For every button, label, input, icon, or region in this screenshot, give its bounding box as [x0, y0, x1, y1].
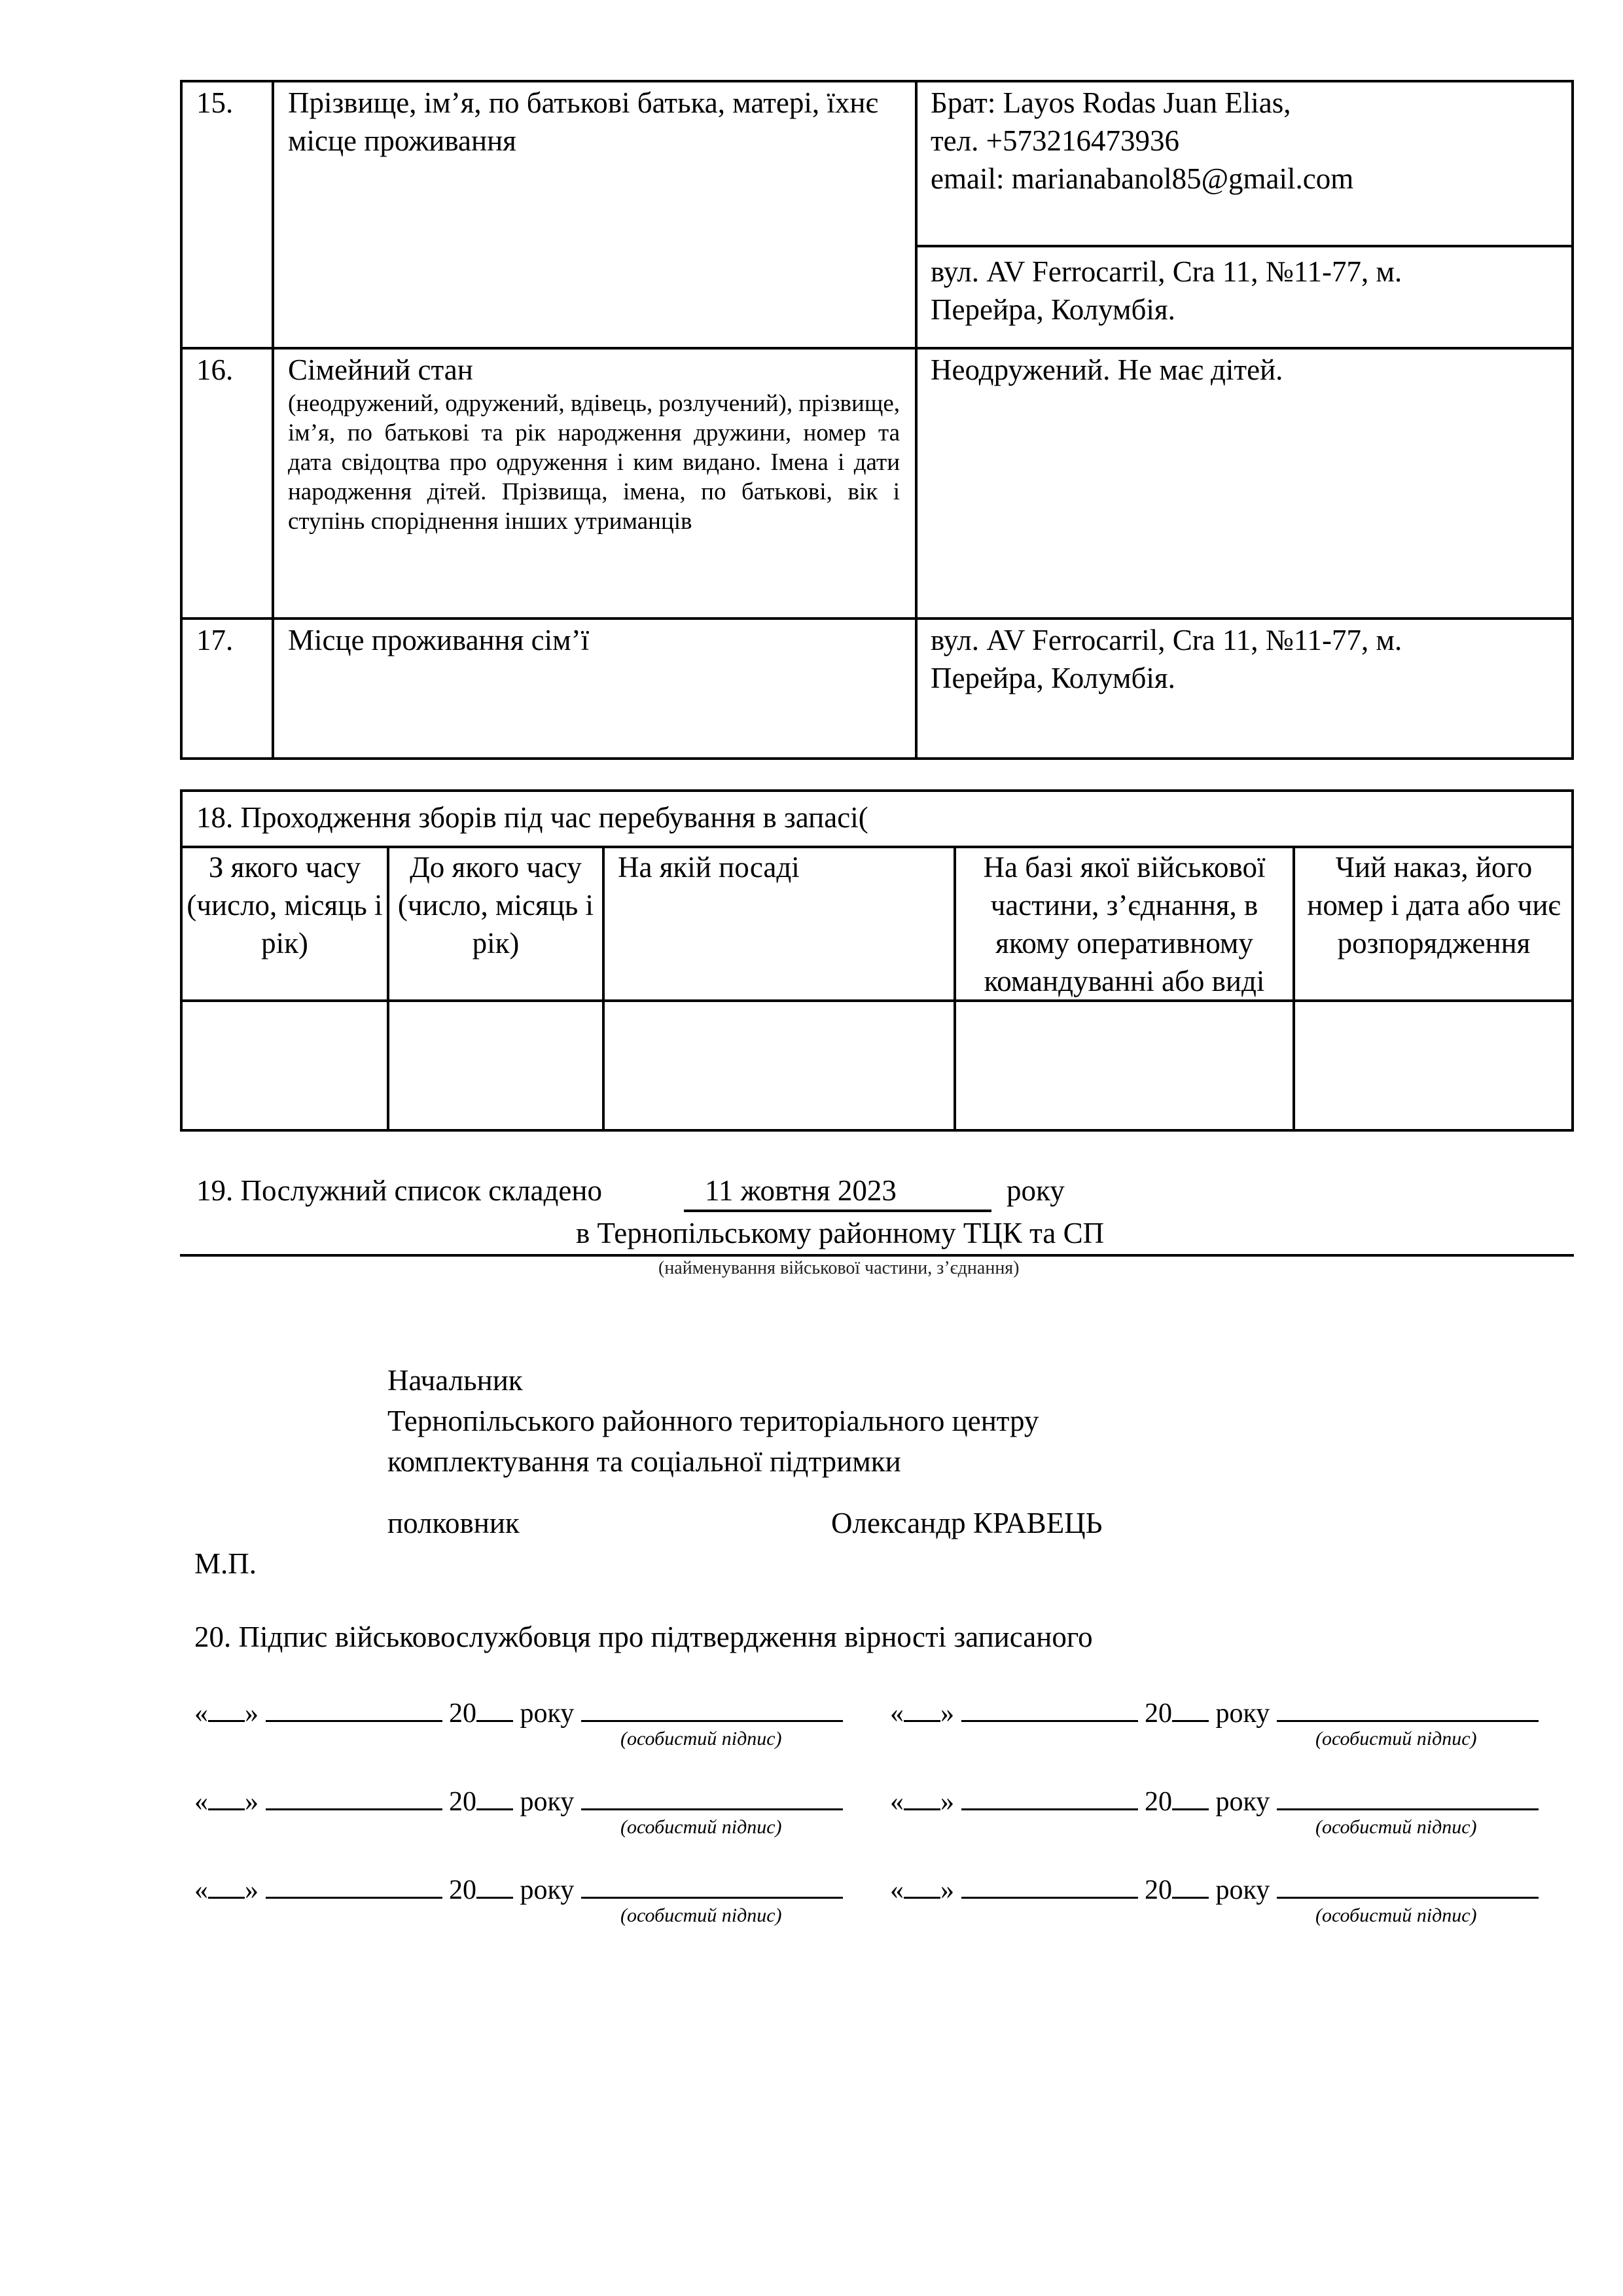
row-label: Місце проживання сім’ї [288, 624, 590, 656]
table-cell-position[interactable] [605, 1002, 954, 1129]
compiled-place: в Тернопільському районному ТЦК та СП [576, 1217, 1105, 1249]
month-field[interactable] [266, 1871, 442, 1899]
signature-date-row [194, 1871, 843, 1907]
signatory-title [387, 1360, 1039, 1482]
signature-field[interactable] [581, 1694, 843, 1722]
signature-caption: (особистий підпис) [1315, 1816, 1477, 1838]
section-19-label: 19. Послужний список складено [196, 1174, 602, 1207]
table-cell-order[interactable] [1295, 1002, 1573, 1129]
signatory-title-line: комплектування та соціальної підтримки [387, 1445, 901, 1478]
row-label [288, 351, 900, 536]
day-field[interactable] [208, 1782, 245, 1810]
table-divider [915, 80, 918, 760]
year-word: року [520, 1787, 575, 1817]
row-number: 16. [196, 353, 234, 386]
close-quote: » [245, 1875, 259, 1905]
table-divider [180, 347, 1574, 350]
stamp-placeholder: М.П. [194, 1547, 257, 1580]
signature-field[interactable] [1277, 1694, 1539, 1722]
open-quote: « [194, 1698, 208, 1729]
open-quote: « [194, 1875, 208, 1905]
signature-caption: (особистий підпис) [620, 1728, 782, 1749]
day-field[interactable] [208, 1871, 245, 1899]
compiled-date: 11 жовтня 2023 [705, 1174, 897, 1207]
year-word: року [1007, 1174, 1065, 1207]
century: 20 [1145, 1698, 1172, 1729]
century: 20 [449, 1875, 476, 1905]
row-value-marital-status: Неодружений. Не має дітей. [931, 353, 1283, 386]
close-quote: » [245, 1698, 259, 1729]
signatory-rank: полковник [387, 1507, 520, 1539]
month-field[interactable] [961, 1694, 1138, 1722]
contact-line: Брат: Layos Rodas Juan Elias, [931, 86, 1291, 119]
close-quote: » [940, 1787, 954, 1817]
close-quote: » [940, 1875, 954, 1905]
close-quote: » [245, 1787, 259, 1817]
address-line: Перейра, Колумбія. [931, 662, 1175, 694]
table-title: 18. Проходження зборів під час перебування в запасі( [196, 801, 868, 834]
year-word: року [1215, 1875, 1270, 1905]
signature-caption: (особистий підпис) [620, 1816, 782, 1838]
section-20-label: 20. Підпис військовослужбовця про підтвердження вірності записаного [194, 1621, 1093, 1653]
month-field[interactable] [961, 1871, 1138, 1899]
signature-field[interactable] [581, 1871, 843, 1899]
column-header-position: На якій посаді [618, 851, 800, 884]
year-word: року [1215, 1787, 1270, 1817]
row-value-contact [931, 84, 1559, 198]
row-value-family-address [931, 621, 1559, 697]
address-line: Перейра, Колумбія. [931, 293, 1175, 326]
row-label-description: (неодружений, одружений, вдівець, розлучений), прізвище, ім’я, по батькові та рік народження дружини, номер та дата свідоцтва про одруження і ким видано. Імена і дати народження дітей. Прізвища, імена, по батькові, вік і ступінь споріднення інших утриманців [288, 390, 900, 535]
century: 20 [1145, 1787, 1172, 1817]
year-field[interactable] [1172, 1782, 1209, 1810]
signature-date-row [890, 1871, 1539, 1907]
address-line: вул. AV Ferrocarril, Cra 11, №11-77, м. [931, 624, 1402, 656]
century: 20 [449, 1698, 476, 1729]
row-number: 17. [196, 624, 234, 656]
day-field[interactable] [208, 1694, 245, 1722]
address-line: вул. AV Ferrocarril, Cra 11, №11-77, м. [931, 255, 1402, 288]
place-underline [180, 1254, 1574, 1257]
row-label: Прізвище, ім’я, по батькові батька, матері, їхнє місце проживання [288, 86, 878, 157]
open-quote: « [194, 1787, 208, 1817]
row-number: 15. [196, 86, 234, 119]
signatory-title-line: Тернопільського районного територіального центру [387, 1405, 1039, 1437]
century: 20 [449, 1787, 476, 1817]
signature-date-row [194, 1694, 843, 1731]
signature-date-row [890, 1782, 1539, 1819]
table-cell-from[interactable] [183, 1002, 387, 1129]
signatory-name: Олександр КРАВЕЦЬ [831, 1507, 1103, 1539]
row-value-address [931, 253, 1559, 329]
column-header-from: З якого часу (число, місяць і рік) [187, 851, 383, 960]
open-quote: « [890, 1698, 904, 1729]
table-divider [272, 80, 274, 760]
year-word: року [1215, 1698, 1270, 1729]
year-field[interactable] [476, 1782, 513, 1810]
table-divider [180, 617, 1574, 620]
month-field[interactable] [961, 1782, 1138, 1810]
day-field[interactable] [904, 1694, 940, 1722]
month-field[interactable] [266, 1694, 442, 1722]
table-cell-to[interactable] [389, 1002, 602, 1129]
signature-date-row [194, 1782, 843, 1819]
day-field[interactable] [904, 1782, 940, 1810]
signature-field[interactable] [1277, 1782, 1539, 1810]
column-header-to: До якого часу (число, місяць і рік) [397, 851, 594, 960]
signature-caption: (особистий підпис) [1315, 1728, 1477, 1749]
century: 20 [1145, 1875, 1172, 1905]
open-quote: « [890, 1787, 904, 1817]
signatory-title-line: Начальник [387, 1364, 523, 1397]
signature-caption: (особистий підпис) [1315, 1905, 1477, 1926]
table-divider [915, 245, 1573, 247]
month-field[interactable] [266, 1782, 442, 1810]
year-word: року [520, 1698, 575, 1729]
year-field[interactable] [476, 1871, 513, 1899]
contact-line: email: marianabanol85@gmail.com [931, 162, 1354, 195]
contact-line: тел. +573216473936 [931, 124, 1179, 157]
year-field[interactable] [1172, 1871, 1209, 1899]
year-field[interactable] [476, 1694, 513, 1722]
row-label-title: Сімейний стан [288, 353, 473, 386]
column-header-unit: На базі якої військової частини, з’єднання, в якому оперативному командуванні або виді [983, 851, 1266, 997]
year-field[interactable] [1172, 1694, 1209, 1722]
compiled-date-field [684, 1172, 991, 1212]
place-caption: (найменування військової частини, з’єднання) [658, 1258, 1020, 1278]
signature-field[interactable] [1277, 1871, 1539, 1899]
signature-date-row [890, 1694, 1539, 1731]
signature-field[interactable] [581, 1782, 843, 1810]
year-word: року [520, 1875, 575, 1905]
table-cell-unit[interactable] [956, 1002, 1293, 1129]
signature-caption: (особистий підпис) [620, 1905, 782, 1926]
open-quote: « [890, 1875, 904, 1905]
column-header-order: Чий наказ, його номер і дата або чиє розпорядження [1307, 851, 1561, 960]
close-quote: » [940, 1698, 954, 1729]
day-field[interactable] [904, 1871, 940, 1899]
